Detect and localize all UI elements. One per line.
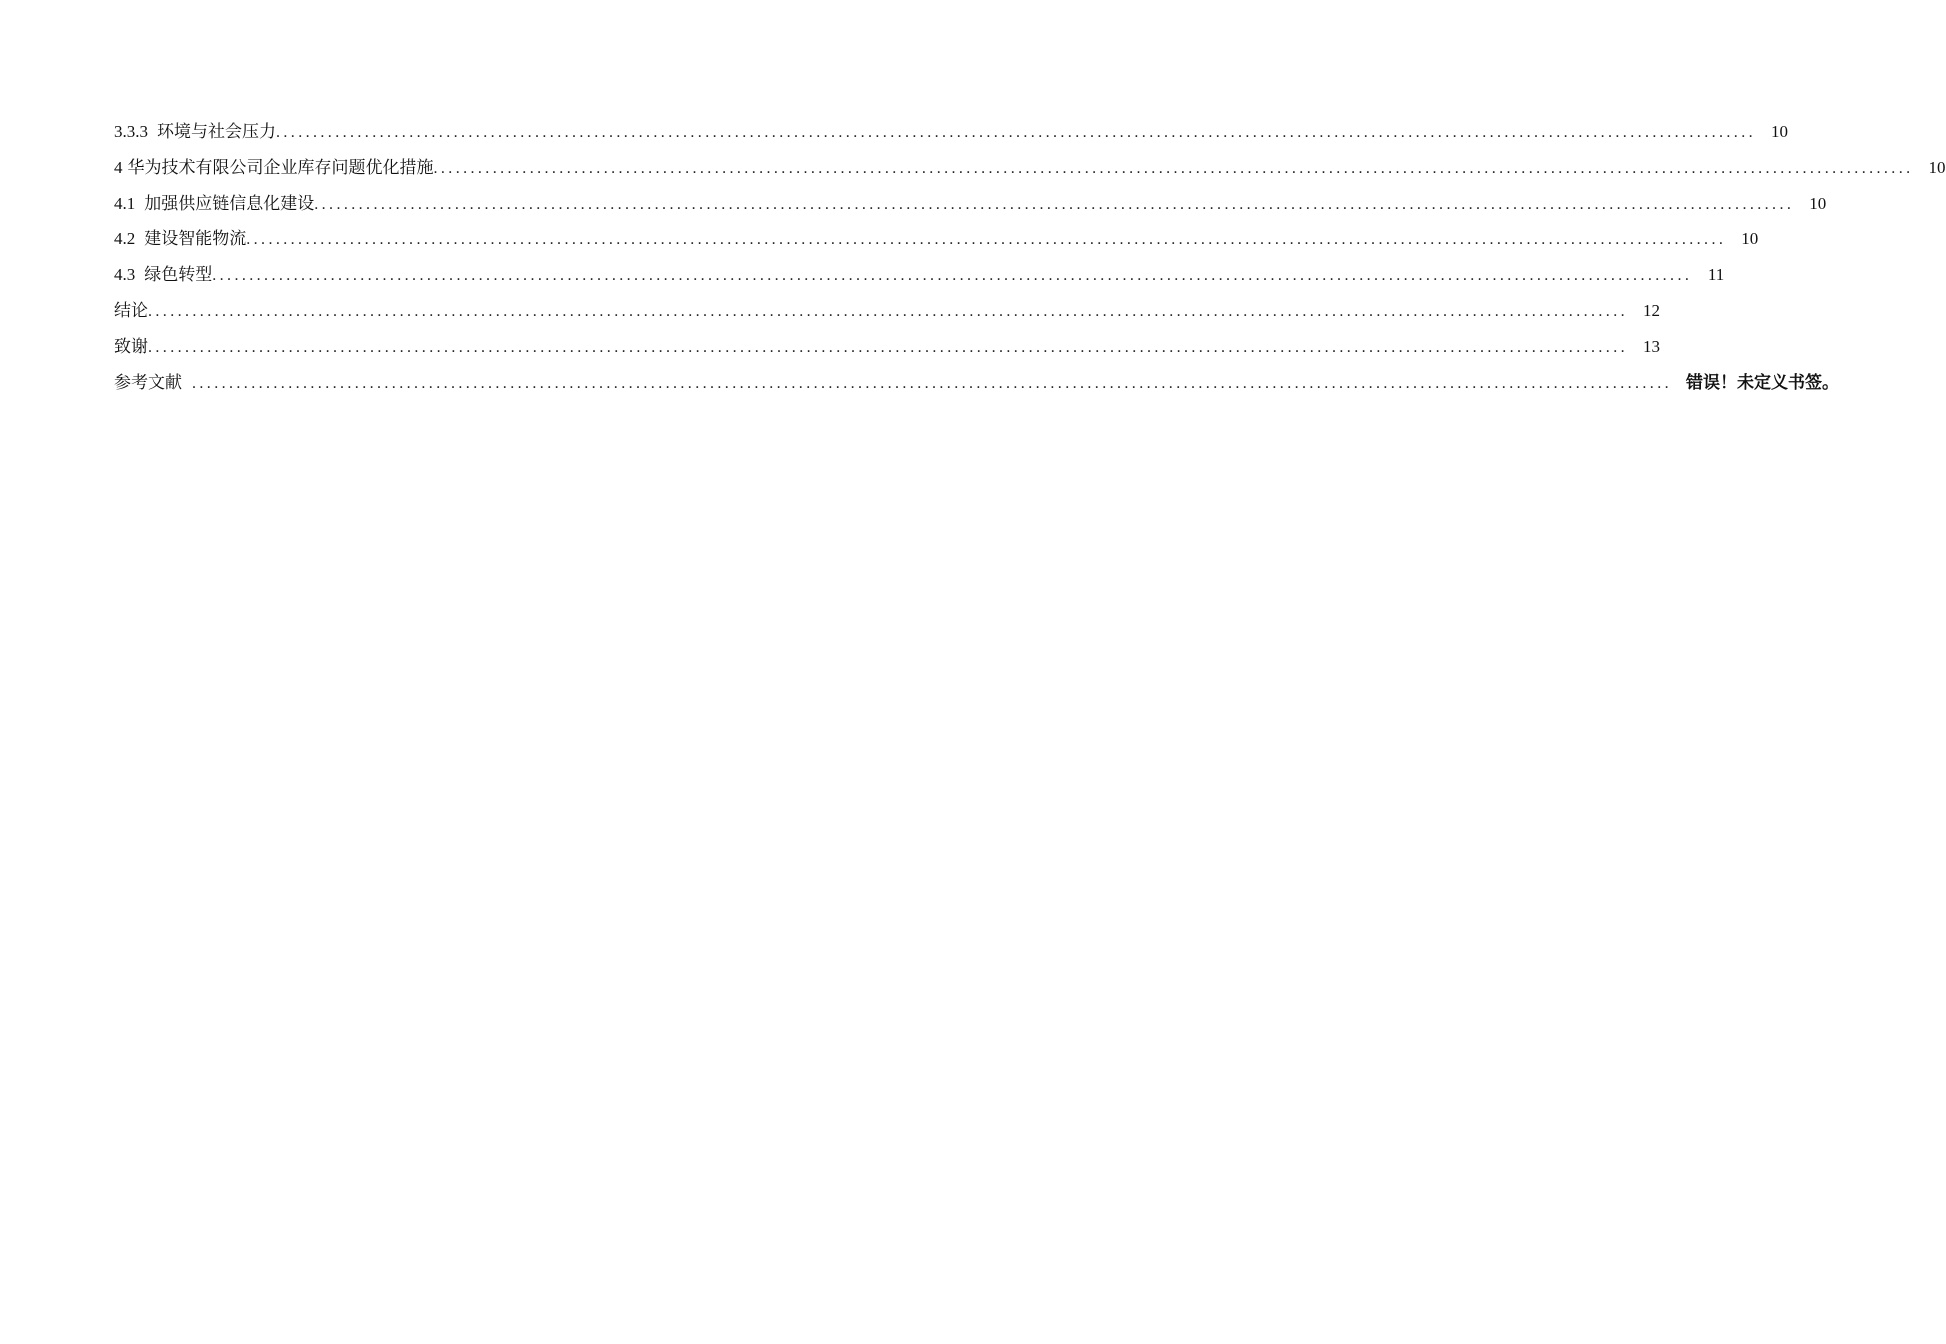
toc-entry-4-3[interactable] xyxy=(114,261,1725,297)
toc-dot-leader: ........................................................................................................................................................................................................ xyxy=(148,302,1628,320)
toc-entry-4[interactable] xyxy=(114,154,1946,190)
toc-entry-title xyxy=(114,369,182,397)
toc-entry-references[interactable] xyxy=(114,369,1839,405)
toc-entry-text: 建设智能物流 xyxy=(144,229,247,249)
toc-entry-4-2[interactable] xyxy=(114,225,1759,261)
toc-entry-3-3-3[interactable] xyxy=(114,118,1788,154)
toc-entry-title xyxy=(114,190,314,218)
toc-entry-number: 4.1 xyxy=(114,193,136,213)
toc-entry-text: 环境与社会压力 xyxy=(157,122,276,141)
toc-entry-text: 华为技术有限公司企业库存问题优化措施 xyxy=(127,157,434,177)
table-of-contents xyxy=(114,118,1946,404)
toc-page-number: 13 xyxy=(1643,336,1660,356)
toc-entry-text: 加强供应链信息化建设 xyxy=(144,193,315,213)
toc-dot-leader: ........................................................................................................................................................................................................ xyxy=(433,159,1914,177)
toc-entry-number: 4.3 xyxy=(114,265,136,285)
toc-entry-title xyxy=(114,154,434,182)
toc-entry-title xyxy=(114,297,148,325)
toc-bookmark-error: 错误！未定义书签。 xyxy=(1686,372,1839,393)
toc-page-number: 10 xyxy=(1741,229,1759,249)
toc-dot-leader: ........................................................................................................................................................................................................ xyxy=(148,338,1628,356)
toc-entry-acknowledgements[interactable] xyxy=(114,333,1660,369)
toc-entry-title xyxy=(114,225,246,253)
toc-entry-text: 结论 xyxy=(114,300,148,320)
toc-dot-leader: ........................................................................................................................................................................................................ xyxy=(314,195,1795,213)
toc-entry-text: 致谢 xyxy=(114,336,148,356)
toc-page-number: 10 xyxy=(1809,193,1827,213)
toc-page-number: 11 xyxy=(1707,265,1725,285)
toc-page-number: 10 xyxy=(1771,122,1788,141)
toc-entry-number: 3.3.3 xyxy=(114,122,148,141)
toc-page-number: 12 xyxy=(1643,300,1660,320)
toc-entry-conclusion[interactable] xyxy=(114,297,1660,333)
toc-entry-number: 4 xyxy=(114,157,123,177)
toc-entry-text: 绿色转型 xyxy=(144,265,213,285)
toc-entry-title xyxy=(114,118,276,146)
toc-dot-leader: ........................................................................................................................................................................................................ xyxy=(276,124,1756,141)
toc-dot-leader: ........................................................................................................................................................................................................ xyxy=(246,231,1727,249)
toc-entry-4-1[interactable] xyxy=(114,190,1827,226)
toc-entry-number: 4.2 xyxy=(114,229,136,249)
toc-entry-title xyxy=(114,261,212,289)
toc-entry-text: 参考文献 xyxy=(114,372,182,392)
toc-dot-leader: ........................................................................................................................................................................................................ xyxy=(212,267,1693,285)
toc-dot-leader: ........................................................................................................................................................................................................ xyxy=(192,374,1672,392)
toc-page-number: 10 xyxy=(1928,157,1946,177)
toc-entry-title xyxy=(114,333,148,361)
